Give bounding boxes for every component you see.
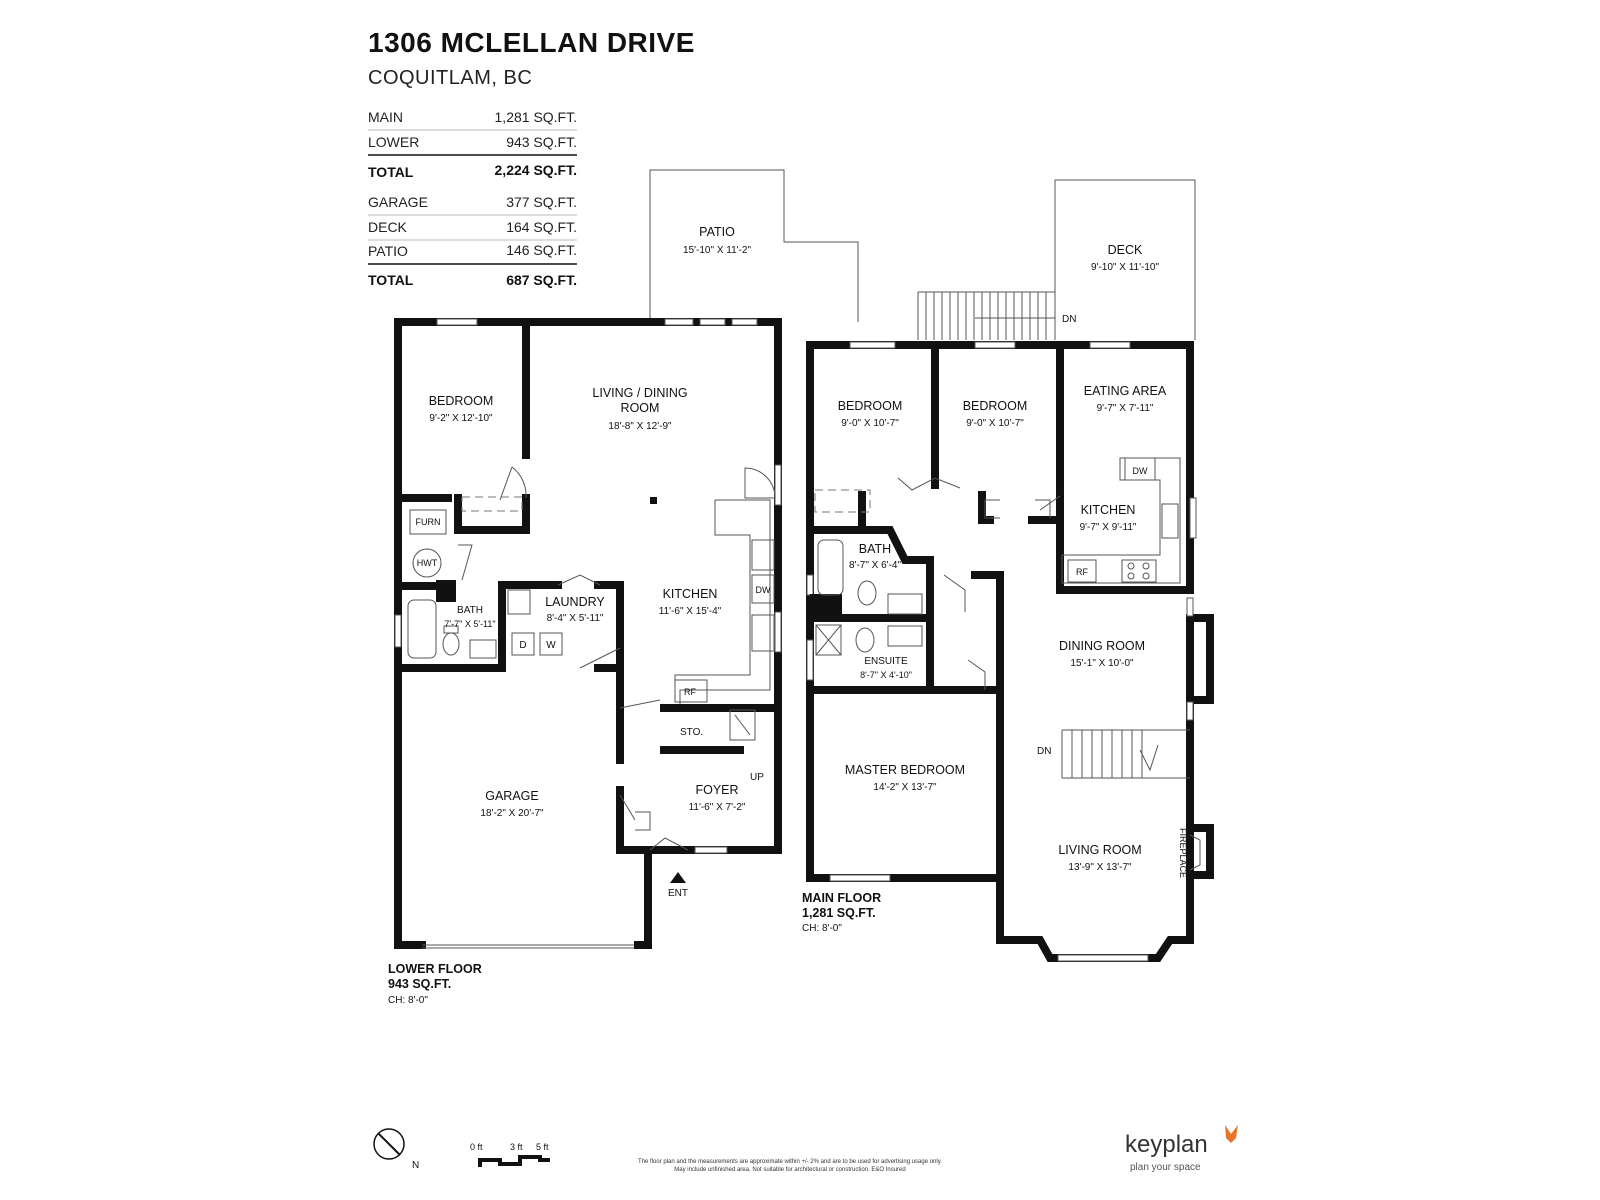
brand-tagline: plan your space	[1130, 1162, 1201, 1173]
main-dw-label: DW	[1132, 466, 1148, 476]
lower-dw-label: DW	[755, 585, 771, 595]
area-lower-label: LOWER	[368, 134, 420, 150]
lower-foyer-label: FOYER	[695, 783, 739, 797]
lower-laundry-dim: 8'-4" X 5'-11"	[546, 613, 604, 624]
area-deck-value: 164 SQ.FT.	[506, 219, 577, 235]
lower-hwt-label: HWT	[416, 558, 438, 568]
main-bath-dim: 8'-7" X 6'-4"	[848, 560, 902, 571]
area-garage-label: GARAGE	[368, 194, 428, 210]
lower-bath-dim: 7'-7" X 5'-11"	[444, 619, 496, 629]
main-kitchen-label: KITCHEN	[1080, 503, 1136, 517]
brand-name: keyplan	[1125, 1131, 1208, 1158]
area-main-label: MAIN	[368, 109, 403, 125]
main-rf-label: RF	[1076, 567, 1088, 577]
main-stairs-dn-label: DN	[1037, 746, 1052, 757]
lower-living-dim: 18'-8" X 12'-9"	[608, 421, 672, 432]
lower-kitchen-dim: 11'-6" X 15'-4"	[658, 606, 722, 617]
lower-garage-label: GARAGE	[485, 789, 539, 803]
lower-sto-label: STO.	[680, 727, 704, 738]
main-living-dim: 13'-9" X 13'-7"	[1068, 862, 1132, 873]
main-kitchen-dim: 9'-7" X 9'-11"	[1079, 522, 1137, 533]
main-ensuite-dim: 8'-7" X 4'-10"	[860, 670, 912, 680]
lower-floor-plan	[395, 170, 858, 948]
main-living-label: LIVING ROOM	[1058, 843, 1142, 857]
lower-rf-label: RF	[684, 687, 696, 697]
keyplan-logo	[1125, 1125, 1238, 1173]
disclaimer-line2: May include unfinished area. Not suitable for architectural or construction. E&O Insured	[674, 1167, 906, 1173]
main-eating-label: EATING AREA	[1083, 384, 1167, 398]
main-master-label: MASTER BEDROOM	[844, 763, 966, 777]
main-bath-label: BATH	[858, 542, 892, 556]
lower-bath-label: BATH	[457, 605, 483, 616]
main-bedroom2-label: BEDROOM	[962, 399, 1028, 413]
main-ensuite-label: ENSUITE	[864, 656, 908, 667]
lower-garage-dim: 18'-2" X 20'-7"	[480, 808, 544, 819]
lower-furn-label: FURN	[415, 517, 441, 527]
scale-3-label: 3 ft	[510, 1142, 523, 1152]
scale-5-label: 5 ft	[536, 1142, 549, 1152]
main-bedroom1-label: BEDROOM	[837, 399, 903, 413]
main-floor-name: MAIN FLOOR	[802, 891, 882, 905]
north-arrow-icon	[374, 1129, 404, 1159]
scale-0-label: 0 ft	[470, 1142, 483, 1152]
main-master-dim: 14'-2" X 13'-7"	[873, 782, 937, 793]
area-total2-label: TOTAL	[368, 272, 414, 288]
lower-up-label: UP	[750, 772, 764, 783]
lower-bedroom-dim: 9'-2" X 12'-10"	[429, 413, 493, 424]
lower-floor-area: 943 SQ.FT.	[388, 977, 452, 991]
lower-patio-label: PATIO	[699, 225, 735, 239]
area-main-value: 1,281 SQ.FT.	[494, 109, 577, 125]
lower-ceiling-height: CH: 8'-0"	[388, 995, 428, 1006]
lower-washer-label: W	[546, 640, 556, 651]
area-table	[368, 109, 577, 288]
area-lower-value: 943 SQ.FT.	[506, 134, 577, 150]
main-deck-label: DECK	[1107, 243, 1143, 257]
lower-laundry-label: LAUNDRY	[545, 595, 605, 609]
lower-floor-name: LOWER FLOOR	[388, 962, 482, 976]
entry-arrow-icon	[670, 872, 686, 883]
lower-dryer-label: D	[519, 640, 527, 651]
lower-bedroom-label: BEDROOM	[428, 394, 494, 408]
main-ceiling-height: CH: 8'-0"	[802, 923, 842, 934]
main-deck-dn-label: DN	[1062, 314, 1077, 325]
area-patio-label: PATIO	[368, 243, 408, 259]
lower-foyer-dim: 11'-6" X 7'-2"	[688, 802, 746, 813]
main-eating-dim: 9'-7" X 7'-11"	[1096, 403, 1154, 414]
main-bedroom1-dim: 9'-0" X 10'-7"	[841, 418, 899, 429]
area-deck-label: DECK	[368, 219, 407, 235]
area-total2-value: 687 SQ.FT.	[506, 272, 577, 288]
area-garage-value: 377 SQ.FT.	[506, 194, 577, 210]
north-label: N	[412, 1160, 420, 1171]
main-bedroom2-dim: 9'-0" X 10'-7"	[966, 418, 1024, 429]
lower-living-label2: ROOM	[620, 401, 660, 415]
scale-bar	[480, 1157, 550, 1167]
main-dining-label: DINING ROOM	[1058, 639, 1146, 653]
city-subtitle: COQUITLAM, BC	[368, 67, 533, 89]
main-floor-area: 1,281 SQ.FT.	[802, 906, 876, 920]
area-total1-value: 2,224 SQ.FT.	[494, 162, 577, 178]
lower-patio-dim: 15'-10" X 11'-2"	[683, 245, 751, 256]
area-total1-label: TOTAL	[368, 164, 414, 180]
main-fireplace-label: FIREPLACE	[1178, 828, 1188, 879]
address-title: 1306 MCLELLAN DRIVE	[368, 27, 695, 58]
disclaimer-line1: The floor plan and the measurements are approximate within +/- 2% and are to be used for advertising usage only.	[638, 1159, 942, 1165]
main-deck-dim: 9'-10" X 11'-10"	[1091, 262, 1159, 273]
fox-icon	[1225, 1125, 1238, 1143]
area-patio-value: 146 SQ.FT.	[506, 242, 577, 258]
main-dining-dim: 15'-1" X 10'-0"	[1070, 658, 1134, 669]
lower-living-label: LIVING / DINING	[592, 386, 688, 400]
lower-ent-label: ENT	[668, 888, 688, 899]
lower-kitchen-label: KITCHEN	[662, 587, 718, 601]
